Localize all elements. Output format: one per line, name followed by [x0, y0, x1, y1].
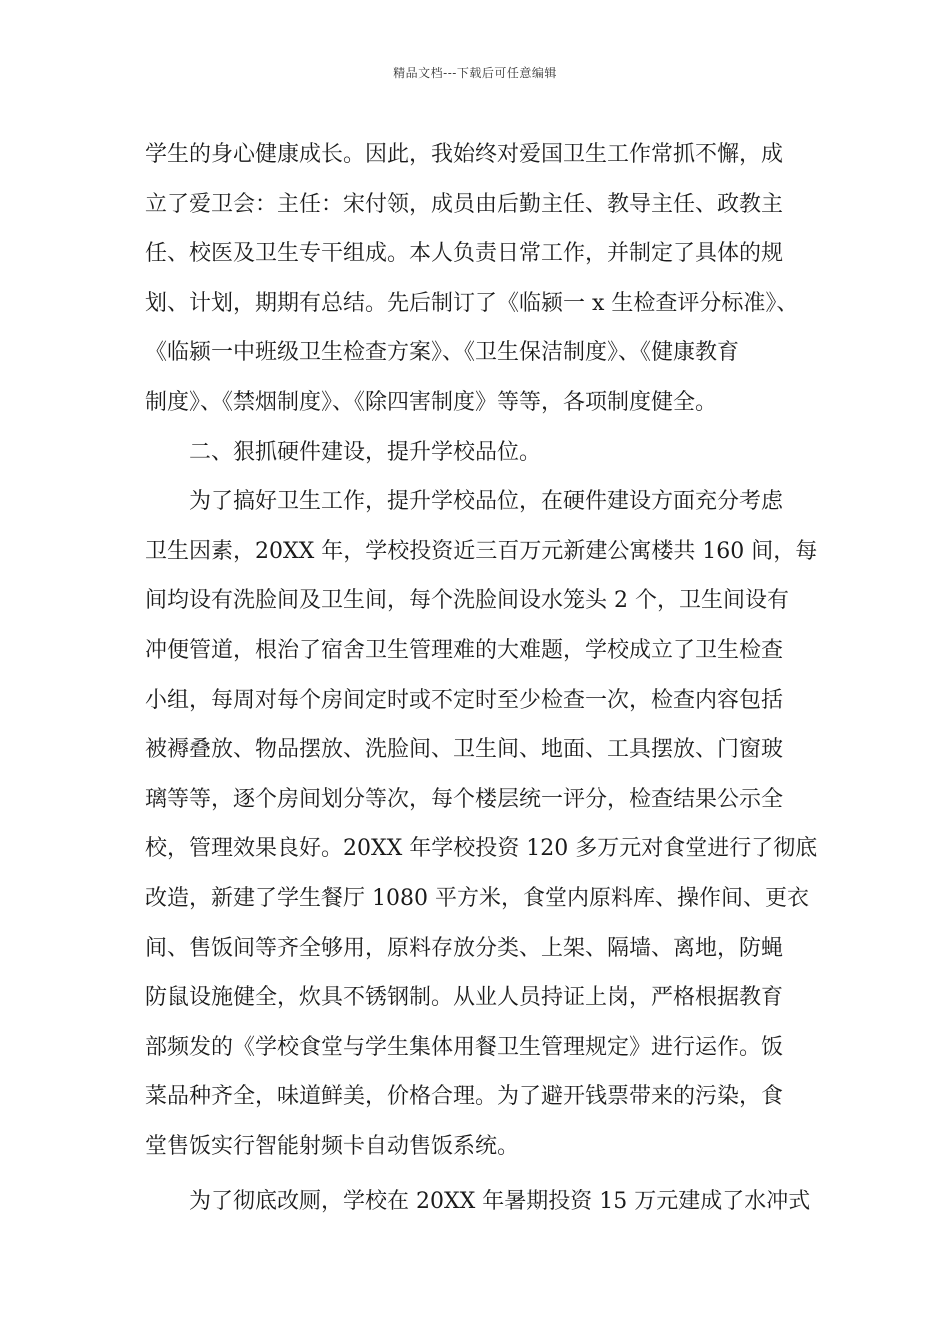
text-line: 间均设有洗脸间及卫生间，每个洗脸间设水笼头 2 个，卫生间设有: [145, 588, 789, 614]
text-line: 划、计划，期期有总结。先后制订了《临颍一 x 生检查评分标准》、: [145, 290, 799, 316]
text-line: 改造，新建了学生餐厅 1080 平方米，食堂内原料库、操作间、更衣: [145, 885, 809, 911]
text-line: 任、校医及卫生专干组成。本人负责日常工作，并制定了具体的规: [145, 241, 784, 267]
text-line: 璃等等，逐个房间划分等次，每个楼层统一评分，检查结果公示全: [145, 786, 784, 812]
document-body: [145, 130, 835, 1227]
text-line: 校，管理效果良好。20XX 年学校投资 120 多万元对食堂进行了彻底: [145, 836, 818, 862]
text-line: 卫生因素，20XX 年，学校投资近三百万元新建公寓楼共 160 间，每: [145, 538, 818, 564]
paragraph-first-line: 为了彻底改厕，学校在 20XX 年暑期投资 15 万元建成了水冲式: [189, 1189, 811, 1215]
page-header: 精品文档---下载后可任意编辑: [393, 66, 557, 80]
text-line: 冲便管道，根治了宿舍卫生管理难的大难题，学校成立了卫生检查: [145, 637, 784, 663]
text-line: 学生的身心健康成长。因此，我始终对爱国卫生工作常抓不懈，成: [145, 142, 784, 167]
text-line: 制度》、《禁烟制度》、《除四害制度》等等，各项制度健全。: [145, 389, 718, 415]
text-line: 小组，每周对每个房间定时或不定时至少检查一次，检查内容包括: [145, 687, 784, 713]
text-line: 菜品种齐全，味道鲜美，价格合理。为了避开钱票带来的污染，食: [145, 1084, 784, 1110]
text-line: 间、售饭间等齐全够用，原料存放分类、上架、隔墙、离地，防蝇: [145, 935, 784, 961]
text-line: 被褥叠放、物品摆放、洗脸间、卫生间、地面、工具摆放、门窗玻: [145, 737, 784, 763]
text-line: 堂售饭实行智能射频卡自动售饭系统。: [145, 1133, 520, 1159]
text-line: 防鼠设施健全，炊具不锈钢制。从业人员持证上岗，严格根据教育: [145, 985, 784, 1011]
section-heading: 二、狠抓硬件建设，提升学校品位。: [189, 439, 542, 465]
text-line: 部频发的《学校食堂与学生集体用餐卫生管理规定》进行运作。饭: [145, 1034, 784, 1060]
text-line: 《临颍一中班级卫生检查方案》、《卫生保洁制度》、《健康教育: [145, 340, 740, 366]
paragraph-first-line: 为了搞好卫生工作，提升学校品位，在硬件建设方面充分考虑: [189, 489, 784, 515]
text-line: 立了爱卫会：主任：宋付领，成员由后勤主任、教导主任、政教主: [145, 191, 784, 217]
